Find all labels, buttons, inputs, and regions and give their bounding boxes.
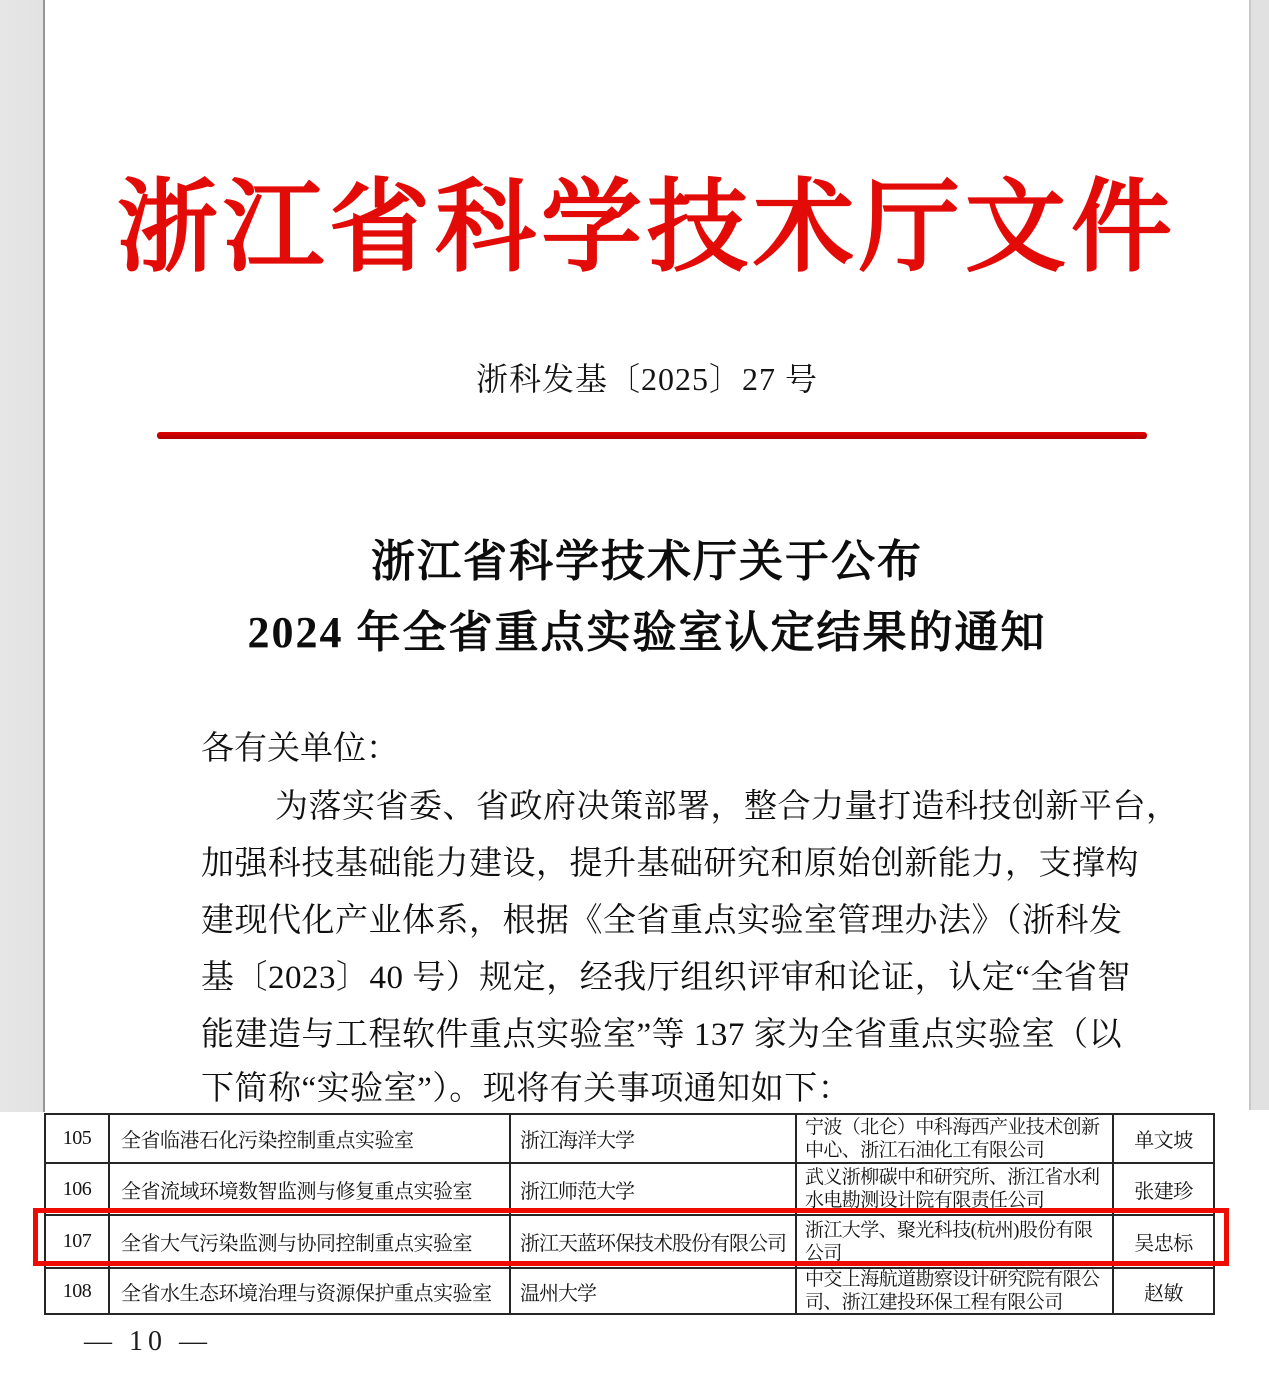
row-no-cell: 108	[46, 1269, 110, 1313]
highlight-box-row-107	[33, 1208, 1229, 1266]
red-divider-line	[157, 432, 1147, 439]
host-unit-cell: 浙江天蓝环保技术股份有限公司	[511, 1216, 797, 1269]
lab-name-cell: 全省大气污染监测与协同控制重点实验室	[110, 1216, 511, 1269]
director-cell: 赵敏	[1144, 1282, 1183, 1305]
salutation: 各有关单位：	[201, 731, 399, 767]
host-unit-cell: 浙江师范大学	[511, 1164, 797, 1216]
partner-units-text: 浙江大学、聚光科技(杭州)股份有限公司	[805, 1219, 1093, 1264]
partner-units-cell	[797, 1269, 1114, 1313]
page-number: — 10 —	[84, 1326, 212, 1357]
row-no-cell: 106	[46, 1164, 110, 1216]
partner-units-text: 中交上海航道勘察设计研究院有限公司、浙江建投环保工程有限公司	[805, 1269, 1100, 1313]
director-cell: 张建珍	[1114, 1164, 1213, 1216]
partner-units-cell	[797, 1115, 1114, 1164]
doc-number: 浙科发基〔2025〕27 号	[475, 361, 818, 397]
body-line: 建现代化产业体系，根据《全省重点实验室管理办法》（浙科发	[201, 903, 1123, 939]
body-line: 下简称“实验室”）。现将有关事项通知如下：	[201, 1071, 852, 1107]
agency-title: 浙江省科学技术厅文件	[116, 172, 1177, 284]
lab-name-cell: 全省水生态环境治理与资源保护重点实验室	[110, 1269, 511, 1313]
notice-title-line2: 2024 年全省重点实验室认定结果的通知	[247, 608, 1047, 657]
body-line: 为落实省委、省政府决策部署，整合力量打造科技创新平台，	[275, 789, 1180, 825]
body-line: 能建造与工程软件重点实验室”等 137 家为全省重点实验室（以	[201, 1017, 1123, 1053]
director-cell: 单文坡	[1114, 1115, 1213, 1164]
body-line: 基〔2023〕40 号）规定，经我厅组织评审和论证，认定“全省智	[201, 960, 1131, 996]
row-no-cell: 107	[46, 1216, 110, 1269]
lab-name-cell: 全省流域环境数智监测与修复重点实验室	[110, 1164, 511, 1216]
lab-name-cell: 全省临港石化污染控制重点实验室	[110, 1115, 511, 1164]
host-unit-cell: 浙江海洋大学	[511, 1115, 797, 1164]
right-page-margin	[1249, 0, 1269, 1110]
partner-units-text: 武义浙柳碳中和研究所、浙江省水利水电勘测设计院有限责任公司	[805, 1167, 1100, 1211]
director-cell: 吴忠标	[1114, 1216, 1213, 1269]
body-line: 加强科技基础能力建设，提升基础研究和原始创新能力，支撑构	[201, 846, 1139, 882]
partner-units-text: 宁波（北仑）中科海西产业技术创新中心、浙江石油化工有限公司	[805, 1116, 1100, 1161]
host-unit-cell: 温州大学	[511, 1269, 797, 1313]
notice-title-line1: 浙江省科学技术厅关于公布	[371, 537, 923, 586]
left-page-margin	[0, 0, 45, 1112]
row-no-cell: 105	[46, 1115, 110, 1164]
